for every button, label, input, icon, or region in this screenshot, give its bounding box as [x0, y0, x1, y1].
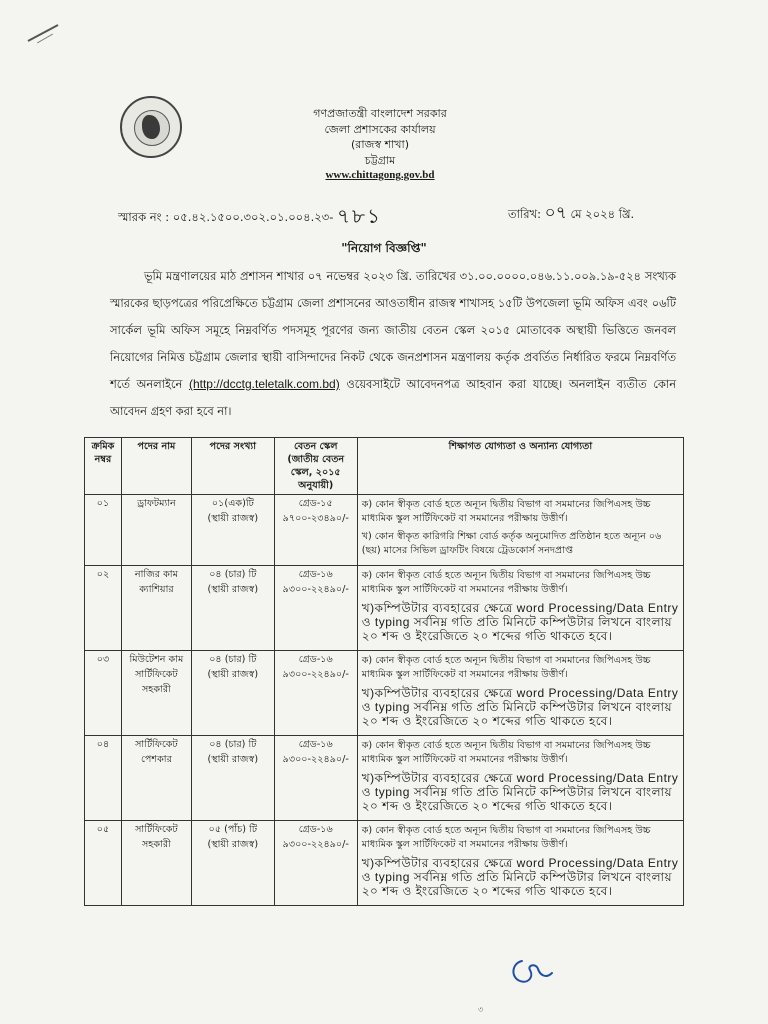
cell-count: ০৪ (চার) টি (স্থায়ী রাজস্ব): [191, 566, 274, 651]
memo-number: [118, 200, 382, 233]
cell-count: ০১(এক)টি (স্থায়ী রাজস্ব): [191, 495, 274, 566]
notice-title: "নিয়োগ বিজ্ঞপ্তি": [341, 241, 427, 255]
cell-serial: ০১: [85, 495, 122, 566]
cell-qualification: ক) কোন স্বীকৃত বোর্ড হতে অন্যূন দ্বিতীয় বিভাগ বা সমমানের জিপিএসহ উচ্চ মাধ্যমিক স্কুল সার্টিফিকেট বা সমমানের পরীক্ষায় উত্তীর্ণ। খ)কম্পিউটার ব্যবহারের ক্ষেত্রে word Processing/Data Entry ও typing সর্বনিম্ন গতি প্রতি মিনিটে কম্পিউটার লিখনে বাংলায় ২০ শব্দ ও ইংরেজিতে ২০ শব্দের গতি থাকতে হবে।: [357, 651, 683, 736]
cell-post: সার্টিফিকেট পেশকার: [121, 736, 191, 821]
date-handwritten-day: ০৭: [544, 203, 567, 222]
cell-qualification: ক) কোন স্বীকৃত বোর্ড হতে অন্যূন দ্বিতীয় বিভাগ বা সমমানের জিপিএসহ উচ্চ মাধ্যমিক স্কুল সার্টিফিকেট বা সমমানের পরীক্ষায় উত্তীর্ণ। খ) কোন স্বীকৃত কারিগরি শিক্ষা বোর্ড কর্তৃক অনুমোদিত প্রতিষ্ঠান হতে অন্যূন ০৬ (ছয়) মাসের সিভিল ড্রাফটিং বিষয়ে ট্রেডকোর্স সনদপ্রাপ্ত: [357, 495, 683, 566]
table-row: [85, 651, 684, 736]
header-city: চট্টগ্রাম: [364, 153, 396, 167]
header-section: (রাজস্ব শাখা): [351, 138, 409, 151]
body-paragraph-end: ওয়েবসাইটে আবেদনপত্র আহবান করা যাচ্ছে। অনলাইন ব্যতীত কোন আবেদন গ্রহণ করা হবে না।: [110, 377, 677, 418]
table-row: [85, 495, 684, 566]
cell-scale: গ্রেড-১৬ ৯৩০০-২২৪৯০/-: [274, 821, 357, 906]
header-post-name: পদের নাম: [121, 438, 191, 495]
notice-body: [110, 263, 676, 425]
cell-serial: ০৪: [85, 736, 122, 821]
cell-post: মিউটেশন কাম সার্টিফিকেট সহকারী: [121, 651, 191, 736]
cell-post: সার্টিফিকেট সহকারী: [121, 821, 191, 906]
table-row: [85, 821, 684, 906]
table-header-row: [85, 438, 684, 495]
header-post-count: পদের সংখ্যা: [191, 438, 274, 495]
header-pay-scale: বেতন স্কেল (জাতীয় বেতন স্কেল, ২০১৫ অনুযায়ী): [274, 438, 357, 495]
cell-qualification: ক) কোন স্বীকৃত বোর্ড হতে অন্যূন দ্বিতীয় বিভাগ বা সমমানের জিপিএসহ উচ্চ মাধ্যমিক স্কুল সার্টিফিকেট বা সমমানের পরীক্ষায় উত্তীর্ণ। খ)কম্পিউটার ব্যবহারের ক্ষেত্রে word Processing/Data Entry ও typing সর্বনিম্ন গতি প্রতি মিনিটে কম্পিউটার লিখনে বাংলায় ২০ শব্দ ও ইংরেজিতে ২০ শব্দের গতি থাকতে হবে।: [357, 736, 683, 821]
issue-date: [508, 200, 634, 228]
memo-label: স্মারক নং : ০৫.৪২.১৫০০.৩০২.০১.০০৪.২৩-: [118, 210, 334, 224]
header-qualification: শিক্ষাগত যোগ্যতা ও অন্যান্য যোগ্যতা: [357, 438, 683, 495]
cell-serial: ০২: [85, 566, 122, 651]
posts-table: [84, 437, 684, 906]
cell-serial: ০৩: [85, 651, 122, 736]
cell-count: ০৪ (চার) টি (স্থায়ী রাজস্ব): [191, 736, 274, 821]
cell-scale: গ্রেড-১৬ ৯৩০০-২২৪৯০/-: [274, 651, 357, 736]
cell-count: ০৫ (পাঁচ) টি (স্থায়ী রাজস্ব): [191, 821, 274, 906]
cell-qualification: ক) কোন স্বীকৃত বোর্ড হতে অন্যূন দ্বিতীয় বিভাগ বা সমমানের জিপিএসহ উচ্চ মাধ্যমিক স্কুল সার্টিফিকেট বা সমমানের পরীক্ষায় উত্তীর্ণ। খ)কম্পিউটার ব্যবহারের ক্ষেত্রে word Processing/Data Entry ও typing সর্বনিম্ন গতি প্রতি মিনিটে কম্পিউটার লিখনে বাংলায় ২০ শব্দ ও ইংরেজিতে ২০ শব্দের গতি থাকতে হবে।: [357, 821, 683, 906]
memo-handwritten-number: ৭৮১: [337, 206, 382, 228]
cell-serial: ০৫: [85, 821, 122, 906]
office-header: [250, 106, 510, 184]
cell-count: ০৪ (চার) টি (স্থায়ী রাজস্ব): [191, 651, 274, 736]
table-row: [85, 566, 684, 651]
cell-scale: গ্রেড-১৬ ৯৩০০-২২৪৯০/-: [274, 736, 357, 821]
date-label: তারিখ:: [508, 207, 542, 221]
cell-post: নাজির কাম ক্যাশিয়ার: [121, 566, 191, 651]
signature-icon: [508, 955, 558, 987]
header-office: জেলা প্রশাসকের কার্যালয়: [324, 122, 436, 136]
government-seal-icon: [120, 96, 182, 158]
header-serial: ক্রমিক নম্বর: [85, 438, 122, 495]
header-website: www.chittagong.gov.bd: [325, 169, 435, 181]
page-mark: ৩: [478, 1005, 484, 1014]
header-government: গণপ্রজাতন্ত্রী বাংলাদেশ সরকার: [313, 107, 447, 120]
cell-scale: গ্রেড-১৬ ৯৩০০-২২৪৯০/-: [274, 566, 357, 651]
body-paragraph: ভূমি মন্ত্রণালয়ের মাঠ প্রশাসন শাখার ০৭ নভেম্বর ২০২৩ খ্রি. তারিখের ৩১.০০.০০০০.০৪৬.১১.০০৯.১৯-৫২৪ সংখ্যক স্মারকের ছাড়পত্রের পরিপ্রেক্ষিতে চট্টগ্রাম জেলা প্রশাসনের আওতাধীন রাজস্ব শাখাসহ ১৫টি উপজেলা ভূমি অফিস এবং ০৬টি সার্কেল ভূমি অফিস সমূহে নিম্নবর্ণিত পদসমূহ পূরণের জন্য জাতীয় বেতন স্কেল ২০১৫ মোতাবেক অস্থায়ী ভিত্তিতে জনবল নিয়োগের নিমিত্ত চট্টগ্রাম জেলার স্থায়ী বাসিন্দাদের নিকট থেকে জনপ্রশাসন মন্ত্রণালয় কর্তৃক প্রবর্তিত নির্ধারিত ফরমে নিম্নবর্ণিত শর্তে অনলাইনে: [110, 269, 676, 391]
table-row: [85, 736, 684, 821]
cell-post: ড্রাফটম্যান: [121, 495, 191, 566]
date-month-year: মে ২০২৪ খ্রি.: [570, 207, 635, 221]
cell-qualification: ক) কোন স্বীকৃত বোর্ড হতে অন্যূন দ্বিতীয় বিভাগ বা সমমানের জিপিএসহ উচ্চ মাধ্যমিক স্কুল সার্টিফিকেট বা সমমানের পরীক্ষায় উত্তীর্ণ। খ)কম্পিউটার ব্যবহারের ক্ষেত্রে word Processing/Data Entry ও typing সর্বনিম্ন গতি প্রতি মিনিটে কম্পিউটার লিখনে বাংলায় ২০ শব্দ ও ইংরেজিতে ২০ শব্দের গতি থাকতে হবে।: [357, 566, 683, 651]
cell-scale: গ্রেড-১৫ ৯৭০০-২৩৪৯০/-: [274, 495, 357, 566]
application-website-link[interactable]: (http://dcctg.teletalk.com.bd): [188, 377, 340, 391]
